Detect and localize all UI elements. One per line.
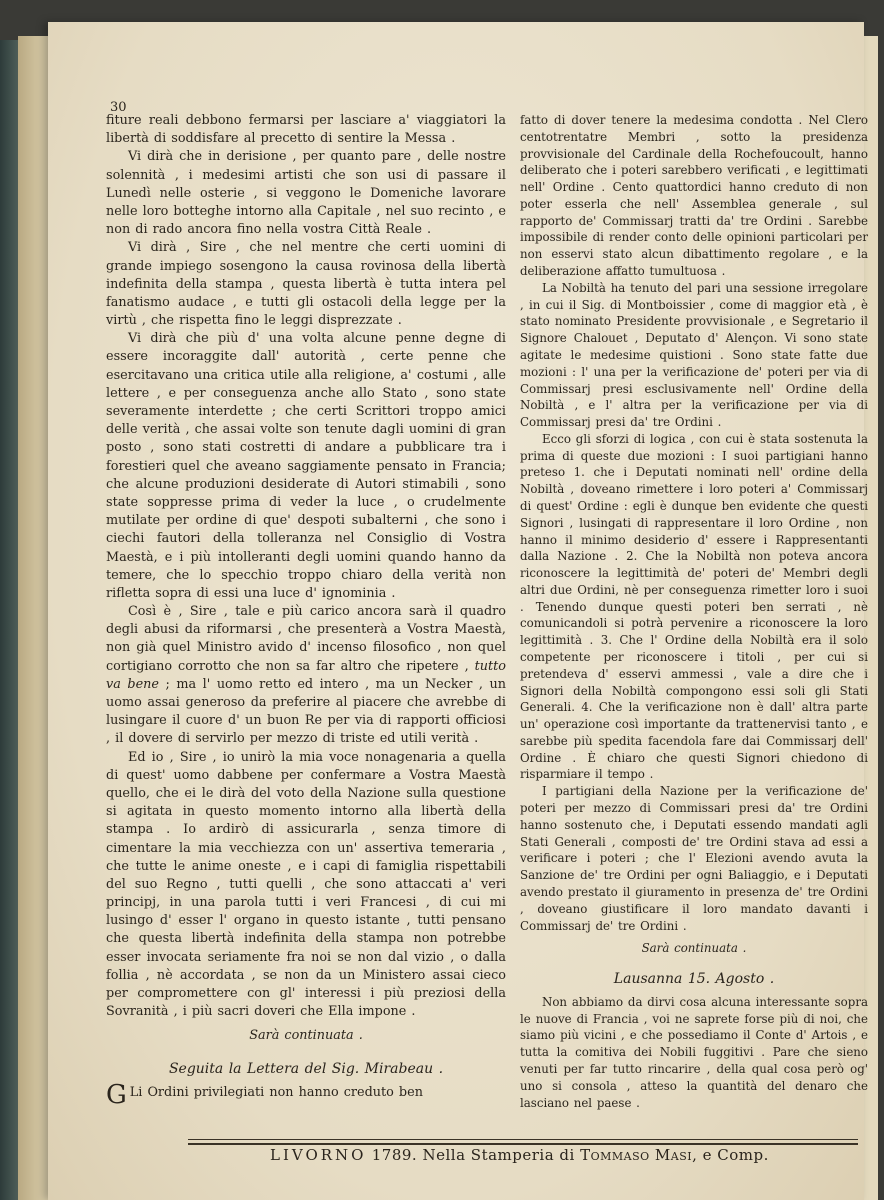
drop-cap: G <box>106 1079 127 1110</box>
continuation-note: Sarà continuata . <box>249 1028 363 1044</box>
section-heading: Seguita la Lettera del Sig. Mirabeau . <box>168 1060 444 1077</box>
article-paragraph <box>106 1079 506 1110</box>
left-column <box>106 112 506 1110</box>
imprint-suffix: , e Comp. <box>692 1146 769 1164</box>
article-paragraph: Vi dirà che in derisione , per quanto pare , delle nostre solennità , i medesimi artisti che son usi di passare il Lunedì nelle osterie , si veggono le Domeniche lavorare nelle loro botteghe intorno alla Capitale , nel suo recinto , e non di rado ancora fino nella vostra Città Reale . <box>106 149 506 238</box>
imprint-year: 1789. <box>371 1146 418 1164</box>
continuation-note: Sarà continuata . <box>641 941 747 956</box>
article-paragraph: Non abbiamo da dirvi cosa alcuna interessante sopra le nuove di Francia , voi ne saprete forse più di noi, che siamo più vicini , e che possediamo il Conte d' Artois , e tutta la comitiva dei Nobili fuggitivi . Pare che sieno venuti per far tutto rincarire , della qual cosa però og' uno si consola , atteso la quantità del denaro che lasciano nel paese . <box>520 994 868 1110</box>
imprint-printer: Tommaso Masi <box>580 1146 693 1164</box>
article-paragraph: Vi dirà che più d' una volta alcune penne degne di essere incoraggite dall' autorità , certe penne che esercitavano una critica utile alla religione, a' costumi , alle lettere , e per conseguenza anche allo Stato , sono state severamente interdette ; che certi Scrittori troppo amici delle verità , che assai volte son tenute dagli uomini di gran posto , sono stati costretti di andare a pubblicare tra i forestieri quel che aveano saggiamente pensato in Francia; che alcune produzioni desiderate di Autori stimabili , sono state soppresse prima di veder la luce , o crudelmente mutilate per ordine di que' despoti subalterni , che sono i ciechi fautori della tolleranza nel Consiglio di Vostra Maestà, e i più intolleranti degli uomini quando hanno da temere, che lo specchio troppo chiaro della verità non rifletta sopra di essi una luce d' ignominia . <box>106 331 506 601</box>
right-column <box>520 112 868 1111</box>
footer-rule-bottom <box>188 1143 858 1145</box>
article-paragraph: La Nobiltà ha tenuto del pari una sessione irregolare , in cui il Sig. di Montboissier , come di maggior età , è stato nominato Presidente provvisionale , e Segretario il Signore Chalouet , Deputato d' Alençon. Vi sono state agitate le medesime quistioni . Sono state fatte due mozioni : l' una per la verificazione de' poteri per via di Commissarj presi esclusivamente nell' Ordine della Nobiltà , e l' altra per la verificazione per via di Commissarj presi da' tre Ordini . <box>520 280 868 430</box>
article-paragraph: fiture reali debbono fermarsi per lasciare a' viaggiatori la libertà di soddisfare al precetto di sentire la Messa . <box>106 113 506 147</box>
imprint-city: LIVORNO <box>270 1146 367 1164</box>
newspaper-page <box>48 22 868 1200</box>
paragraph-text: Li Ordini privilegiati non hanno creduto ben <box>129 1084 423 1100</box>
footer-rule-top <box>188 1139 858 1140</box>
imprint-text: Nella Stamperia di <box>422 1146 575 1164</box>
article-paragraph: fatto di dover tenere la medesima condotta . Nel Clero centotrentatre Membri , sotto la presidenza provvisionale del Cardinale della Rochefoucoult, hanno deliberato che i poteri sarebbero verificati , e legittimati nell' Ordine . Cento quattordici hanno creduto di non poter esserla che nell' Assemblea generale , sul rapporto de' Commissarj tratti da' tre Ordini . Sarebbe impossibile di render conto delle opinioni particolari per non esservi stato alcun dibattimento regolare , e la deliberazione affatto tumultuosa . <box>520 113 868 279</box>
emphasis: tutto va bene <box>106 658 506 692</box>
section-heading: Lausanna 15. Agosto . <box>613 971 775 988</box>
page-number: 30 <box>110 100 127 115</box>
article-paragraph: Così è , Sire , tale e più carico ancora sarà il quadro degli abusi da riformarsi , che presenterà a Vostra Maestà, non già quel Ministro avido d' incenso filosofico , non quel cortigiano corrotto che non sa far altro che ripetere , tutto va bene ; ma l' uomo retto ed intero , ma un Necker , un uomo assai generoso da preferire al piacere che avrebbe di lusingare il cuore d' un buon Re per via di rapporti officiosi , il dovere di servirlo per mezzo di triste ed utili verità . <box>106 604 506 747</box>
article-paragraph: Vi dirà , Sire , che nel mentre che certi uomini di grande impiego sosengono la causa rovinosa della libertà indefinita della stampa , questa libertà è tutta intera pel fanatismo audace , e tutti gli ostacoli della legge per la virtù , che rispetta fino le leggi disprezzate . <box>106 240 506 329</box>
article-paragraph: Ed io , Sire , io unirò la mia voce nonagenaria a quella di quest' uomo dabbene per confermare a Vostra Maestà quello, che ei le dirà del voto della Nazione sulla questione si agitata in questo momento intorno alla libertà della stampa . Io ardirò di assicurarla , senza timore di cimentare la mia vecchiezza con un' assertiva temeraria , che tutte le anime oneste , e i capi di famiglia rispettabili del suo Regno , tutti quelli , che sono attaccati a' veri principj, in una parola tutti i veri Francesi , di cui mi lusingo d' esser l' organo in questo istante , tutti pensano che questa libertà indefinita della stampa non potrebbe esser invocata seriamente fra noi se non dal vizio , o dalla follia , nè accordata , se non da un Ministero assai cieco per compromettere con gl' interessi i più preziosi della Sovranità , i più sacri doveri che Ella impone . <box>106 749 506 1020</box>
article-paragraph: Ecco gli sforzi di logica , con cui è stata sostenuta la prima di queste due mozioni : I suoi partigiani hanno preteso 1. che i Deputati nominati nell' ordine della Nobiltà , doveano rimettere i loro poteri a' Commissarj di quest' Ordine : egli è dunque ben evidente che questi Signori , lusingati di rappresentare il loro Ordine , non hanno il minimo desiderio d' essere i Rappresentanti dalla Nazione . 2. Che la Nobiltà non poteva ancora riconoscere la legittimità de' poteri de' Membri degli altri due Ordini, nè per conseguenza rimetter loro i suoi . Tenendo dunque questi poteri ben serrati , nè comunicandoli si potrà pervenire a riconoscere la loro legittimità . 3. Che l' Ordine della Nobiltà era il solo competente per riconoscere i titoli , per cui si pretendeva d' esservi ammessi , vale a dire che i Signori della Nobiltà compongono essi soli gli Stati Generali. 4. Che la verificazione non è dall' altra parte un' operazione così importante da trattenervisi tanto , e sarebbe più spedita facendola fare dai Commissarj dell' Ordine . È chiaro che questi Signori chiedono di risparmiare il tempo . <box>520 431 868 782</box>
imprint-line <box>270 1146 830 1164</box>
article-paragraph: I partigiani della Nazione per la verificazione de' poteri per mezzo di Commissari presi da' tre Ordini hanno sostenuto che, i Deputati essendo mandati agli Stati Generali , composti de' tre Ordini stava ad essi a verificare i poteri ; che l' Elezioni avendo avuta la Sanzione de' tre Ordini per ogni Baliaggio, e i Deputati avendo prestato il giuramento in presenza de' tre Ordini , doveano giustificare il loro mandato davanti i Commissarj de' tre Ordini . <box>520 784 868 933</box>
